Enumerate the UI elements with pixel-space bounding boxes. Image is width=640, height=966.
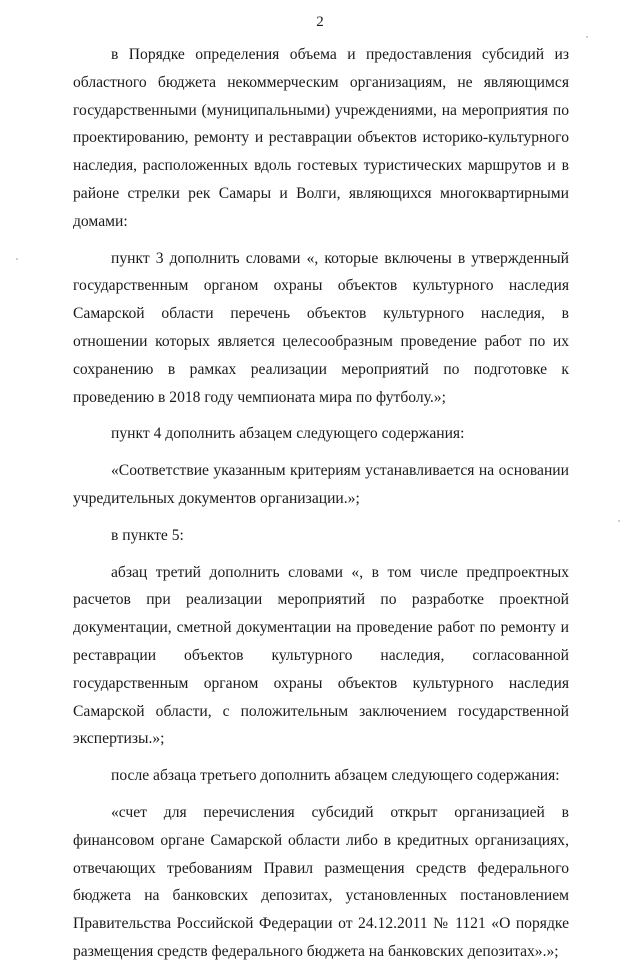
page-number: 2: [316, 14, 324, 30]
paragraph-account-text: «счет для перечисления субсидий открыт организацией в финансовом органе Самарской области либо в кредитных организациях, отвечающих требованиям Правил размещения средств федерального бюджета на банковских депозитах, установленных постановлением Правительства Российской Федерации от 24.12.2011 № 1121 «О порядке размещения средств федерального бюджета на банковских депозитах».»;: [73, 803, 569, 960]
paragraph-item-5-third: абзац третий дополнить словами «, в том числе предпроектных расчетов при реализации мероприятий по разработке проектной документации, сметной документации на проведение работ по ремонту и реставрации объектов культурного наследия, согласованной государственным органом охраны объектов культурного наследия Самарской области, с положительным заключением государственной экспертизы.»;: [73, 563, 569, 748]
paragraph-item-5: в пункте 5:: [111, 526, 184, 544]
paragraph-item-4: пункт 4 дополнить абзацем следующего содержания:: [111, 425, 465, 443]
document-body: [73, 41, 569, 966]
scan-speck: [16, 258, 18, 260]
paragraph-procedure-intro: в Порядке определения объема и предоставления субсидий из областного бюджета некоммерческим организациям, не являющимся государственными (муниципальными) учреждениями, на мероприятия по проектированию, ремонту и реставрации объектов историко-культурного наследия, расположенных вдоль гостевых туристических маршрутов и в районе стрелки рек Самары и Волги, являющихся многоквартирными домами:: [73, 46, 569, 230]
paragraph-item-3: пункт 3 дополнить словами «, которые включены в утвержденный государственным органом охраны объектов культурного наследия Самарской области перечень объектов культурного наследия, в отношении которых является целесообразным проведение работ по их сохранению в рамках реализации мероприятий по подготовке к проведению в 2018 году чемпионата мира по футболу.»;: [73, 249, 569, 406]
scan-speck: [618, 520, 620, 522]
paragraph-after-third: после абзаца третьего дополнить абзацем следующего содержания:: [111, 767, 560, 785]
scan-speck: [586, 36, 588, 38]
paragraph-item-4-text: «Соответствие указанным критериям устанавливается на основании учредительных документов организации.»;: [73, 462, 569, 507]
